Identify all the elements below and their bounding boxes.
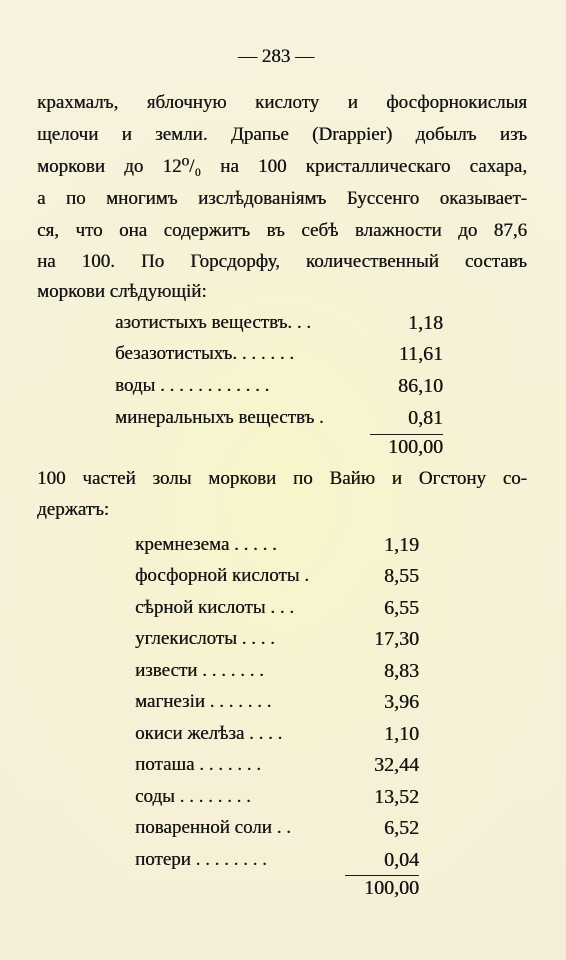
table-row-value: 32,44 xyxy=(374,754,419,776)
table-row-value: 3,96 xyxy=(384,691,419,713)
table-row-value: 1,18 xyxy=(408,312,443,334)
text-line: крахмалъ, яблочную кислоту и фосфорнокислыя xyxy=(37,92,527,113)
table-row-value: 6,52 xyxy=(384,817,419,839)
table-row-value: 8,83 xyxy=(384,660,419,682)
table-row-label: магнезіи . . . . . . . xyxy=(135,691,272,712)
table-row-value: 11,61 xyxy=(398,343,443,365)
table-row-label: минеральныхъ веществъ . xyxy=(115,407,324,428)
table-total: 100,00 xyxy=(364,877,419,899)
table-row-value: 8,55 xyxy=(384,565,419,587)
table-row-value: 6,55 xyxy=(384,597,419,619)
table-row-label: фосфорной кислоты . xyxy=(135,565,309,586)
table-row-value: 0,04 xyxy=(384,849,419,871)
text-line: на 100. По Горсдорфу, количественный составъ xyxy=(37,251,527,272)
table-row-label: кремнезема . . . . . xyxy=(135,534,277,555)
text-line: ся, что она содержитъ въ себѣ влажности до 87,6 xyxy=(37,220,527,241)
table-row-value: 0,81 xyxy=(408,407,443,429)
text-line: держатъ: xyxy=(37,499,110,520)
text-line: моркови до 12⁰/₀ на 100 кристаллическаго сахара, xyxy=(37,156,527,177)
table-row-value: 1,10 xyxy=(384,723,419,745)
table-row-label: окиси желѣза . . . . xyxy=(135,723,283,744)
table-row-label: извести . . . . . . . xyxy=(135,660,264,681)
table-row-value: 1,19 xyxy=(384,534,419,556)
table-total: 100,00 xyxy=(388,436,443,458)
table-row-label: сѣрной кислоты . . . xyxy=(135,597,294,618)
table-row-label: воды . . . . . . . . . . . . xyxy=(115,375,270,396)
table-row-label: безазотистыхъ. . . . . . . xyxy=(115,343,294,364)
text-line: щелочи и земли. Драпье (Drappier) добылъ изъ xyxy=(37,124,527,145)
text-line: 100 частей золы моркови по Вайю и Огстону со- xyxy=(37,468,527,489)
text-line: моркови слѣдующій: xyxy=(37,281,207,302)
table-row-value: 17,30 xyxy=(374,628,419,650)
table-row-value: 13,52 xyxy=(374,786,419,808)
text-line: а по многимъ изслѣдованіямъ Буссенго оказывает- xyxy=(37,188,527,209)
page-number: — 283 — xyxy=(238,46,314,67)
table-row-label: поваренной соли . . xyxy=(135,817,291,838)
table-row-label: углекислоты . . . . xyxy=(135,628,275,649)
table-row-label: азотистыхъ веществъ. . . xyxy=(115,312,312,333)
table-row-label: потери . . . . . . . . xyxy=(135,849,267,870)
table-row-label: соды . . . . . . . . xyxy=(135,786,251,807)
table-row-label: поташа . . . . . . . xyxy=(135,754,261,775)
table-row-value: 86,10 xyxy=(398,375,443,397)
